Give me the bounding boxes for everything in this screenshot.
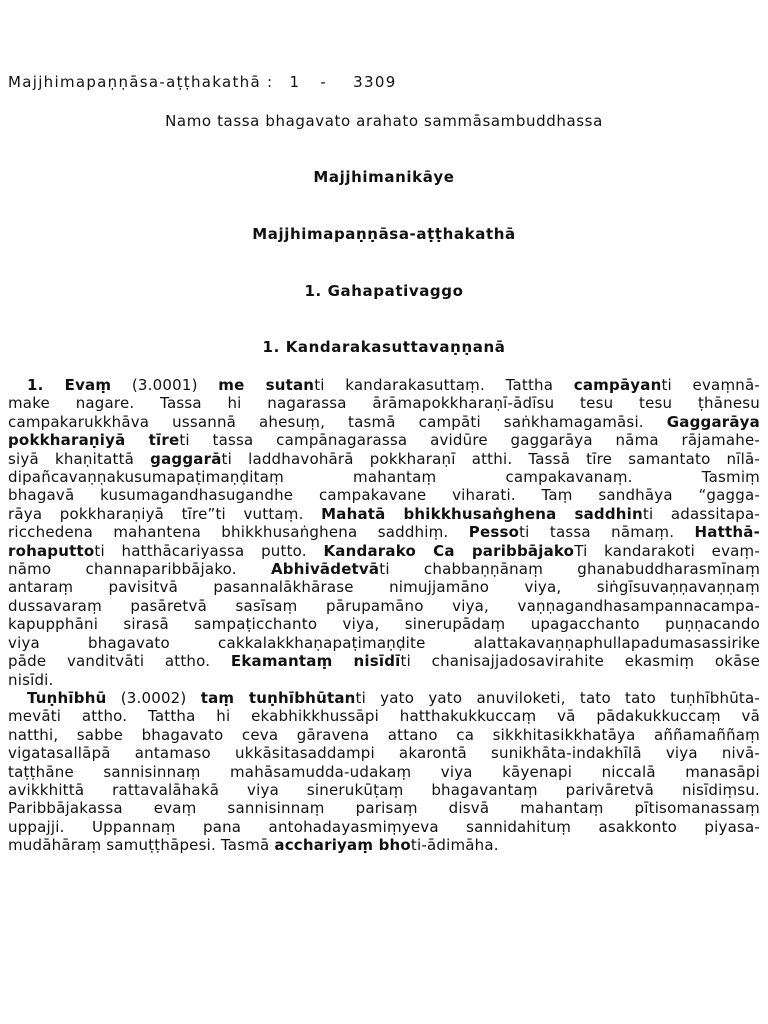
text-run: Paribbājakassa evaṃ sannisinnaṃ parisaṃ disvā mahantaṃ pītisomanassaṃ (8, 799, 760, 818)
paragraph1-line (8, 578, 760, 596)
paragraph1-line (8, 597, 760, 615)
text-run: siyā khaṇitattā (8, 449, 151, 468)
text-run: campakarukkhāva ussannā ahesuṃ, tasmā campāti saṅkhamagamāsi. (8, 412, 667, 431)
running-title: Majjhimapaṇṇāsa-aṭṭhakathā (8, 73, 261, 91)
text-run: mevāti attho. Tattha hi ekabhikkhussāpi hatthakukkuccaṃ vā pādakukkuccaṃ vā (8, 707, 760, 726)
paragraph-2 (8, 689, 760, 855)
collection-title: Majjhimanikāye (313, 168, 455, 186)
bold-lemma: taṃ tuṇhībhūtan (200, 688, 356, 707)
page-number: 3309 (353, 73, 397, 91)
paragraph1-line (8, 634, 760, 652)
text-run: nāmo channaparibbājako. (8, 560, 271, 579)
invocation-line: Namo tassa bhagavato arahato sammāsambuddhassa (165, 112, 603, 130)
paragraph1-line (8, 523, 760, 541)
paragraph1-line (8, 431, 760, 449)
bold-lemma: acchariyaṃ bho (274, 836, 411, 855)
paragraph1-line (8, 560, 760, 578)
header-separator: : (267, 73, 274, 91)
bold-lemma: Abhivādetvā (270, 560, 380, 579)
text-run: ti kandarakasuttaṃ. Tattha (314, 376, 574, 394)
paragraph-1 (8, 376, 760, 689)
header-dash: - (320, 73, 328, 91)
paragraph1-line (8, 450, 760, 468)
text-run: make nagare. Tassa hi nagarassa ārāmapokkharaṇī-ādīsu tesu tesu ṭhānesu (8, 394, 760, 413)
paragraph1-line (8, 542, 760, 560)
bold-lemma: rohaputto (8, 541, 95, 560)
bold-lemma: Mahatā bhikkhusaṅghena saddhin (321, 504, 643, 523)
paragraph2-line (8, 763, 760, 781)
text-run: rāya pokkharaṇiyā tīre”ti vuttaṃ. (8, 504, 322, 523)
commentary-title: Majjhimapaṇṇāsa-aṭṭhakathā (252, 225, 516, 243)
paragraph2-line (8, 818, 760, 836)
paragraph2-line (8, 726, 760, 744)
text-run: ti-ādimāha. (410, 836, 499, 855)
bold-lemma: pokkharaṇiyā tīre (8, 431, 180, 450)
text-run: ti evaṃnā- (661, 376, 760, 394)
text-run: avikkhittā rattavalāhakā viya sinerukūṭaṃ bhagavantaṃ parivāretvā nisīdiṃsu. (8, 780, 760, 799)
bold-lemma: Hatthā- (694, 523, 760, 542)
bold-lemma: Gaggarāya (666, 412, 760, 431)
text-run: bhagavā kusumagandhasugandhe campakavane viharati. Taṃ sandhāya “gagga- (8, 486, 760, 505)
text-run: ti laddhavohārā pokkharaṇī atthi. Tassā tīre samantato nīlā- (221, 449, 760, 468)
paragraph2-line (8, 744, 760, 762)
bold-lemma: campāyan (573, 376, 662, 394)
text-run: taṭṭhāne sannisinnaṃ mahāsamudda-udakaṃ viya kāyenapi niccalā manasāpi (8, 762, 760, 781)
bold-lemma: Pesso (468, 523, 520, 542)
text-run: ti chanisajjadosavirahite ekasmiṃ okāse (400, 652, 760, 671)
running-header (8, 73, 397, 91)
chapter-title: 1. Gahapativaggo (304, 282, 464, 300)
paragraph1-line (8, 486, 760, 504)
text-run: mudāhāraṃ samuṭṭhāpesi. Tasmā (8, 836, 275, 855)
paragraph2-line (8, 799, 760, 817)
paragraph1-line (8, 468, 760, 486)
paragraph1-line (8, 652, 760, 670)
paragraph2-line (8, 689, 760, 707)
text-run: ricchedena mahantena bhikkhusaṅghena saddhiṃ. (8, 523, 469, 542)
text-run: uppajji. Uppannaṃ pana antohadayasmiṃyeva sannidahituṃ asakkonto piyasa- (8, 817, 760, 836)
bold-lemma: Kandarako Ca paribbājako (323, 541, 575, 560)
paragraph2-line (8, 781, 760, 799)
bold-lemma: Tuṇhībhū (27, 688, 107, 707)
text-run: dussavaraṃ pasāretvā sasīsaṃ pārupamāno viya, vaṇṇagandhasampannacampa- (8, 596, 760, 615)
paragraph1-line (8, 394, 760, 412)
paragraph1-line (8, 413, 760, 431)
text-run: vigatasallāpā antamaso ukkāsitasaddampi akarontā sunikhāta-indakhīlā viya nivā- (8, 744, 760, 763)
text-run: kapupphāni sirasā sampaṭicchanto viya, sinerupādaṃ upagacchanto puṇṇacando (8, 615, 760, 634)
text-run: ti chabbaṇṇānaṃ ghanabuddharasmīnaṃ (379, 560, 760, 579)
paragraph2-line (8, 707, 760, 725)
text-run: ti tassa campānagarassa avidūre gaggarāya nāma rājamahe- (179, 431, 760, 450)
paragraph2-line (8, 836, 760, 854)
text-run: antaraṃ pavisitvā pasannalākhārase nimujjamāno viya, siṅgīsuvaṇṇavaṇṇaṃ (8, 578, 760, 597)
text-run: ti yato yato anuviloketi, tato tato tuṇhībhūta- (355, 688, 760, 707)
text-run: dipañcavaṇṇakusumapaṭimaṇḍitaṃ mahantaṃ campakavanaṃ. Tasmiṃ (8, 468, 760, 487)
text-run: natthi, sabbe bhagavato ceva gāravena attano ca sikkhitasikkhatāya aññamaññaṃ (8, 725, 760, 744)
paragraph1-line (8, 376, 760, 394)
text-run: ti adassitapa- (642, 504, 760, 523)
paragraph1-line (8, 615, 760, 633)
bold-lemma: 1. Evaṃ (27, 376, 112, 394)
text-run: ti hatthācariyassa putto. (94, 541, 324, 560)
text-run: (3.0001) (111, 376, 219, 394)
text-run: Ti kandarakoti evaṃ- (574, 541, 760, 560)
bold-lemma: Ekamantaṃ nisīdī (230, 652, 401, 671)
sutta-title: 1. Kandarakasuttavaṇṇanā (262, 338, 506, 356)
text-run: (3.0002) (106, 688, 201, 707)
bold-lemma: gaggarā (150, 449, 222, 468)
text-run: nisīdi. (8, 670, 54, 689)
paragraph1-line (8, 671, 760, 689)
bold-lemma: me sutan (218, 376, 315, 394)
volume-number: 1 (289, 73, 301, 91)
text-run: pāde vanditvāti attho. (8, 652, 231, 671)
text-run: viya bhagavato cakkalakkhaṇapaṭimaṇḍite alattakavaṇṇaphullapadumasassirike (8, 633, 760, 652)
paragraph1-line (8, 505, 760, 523)
body-text (8, 376, 760, 855)
text-run: ti tassa nāmaṃ. (519, 523, 695, 542)
